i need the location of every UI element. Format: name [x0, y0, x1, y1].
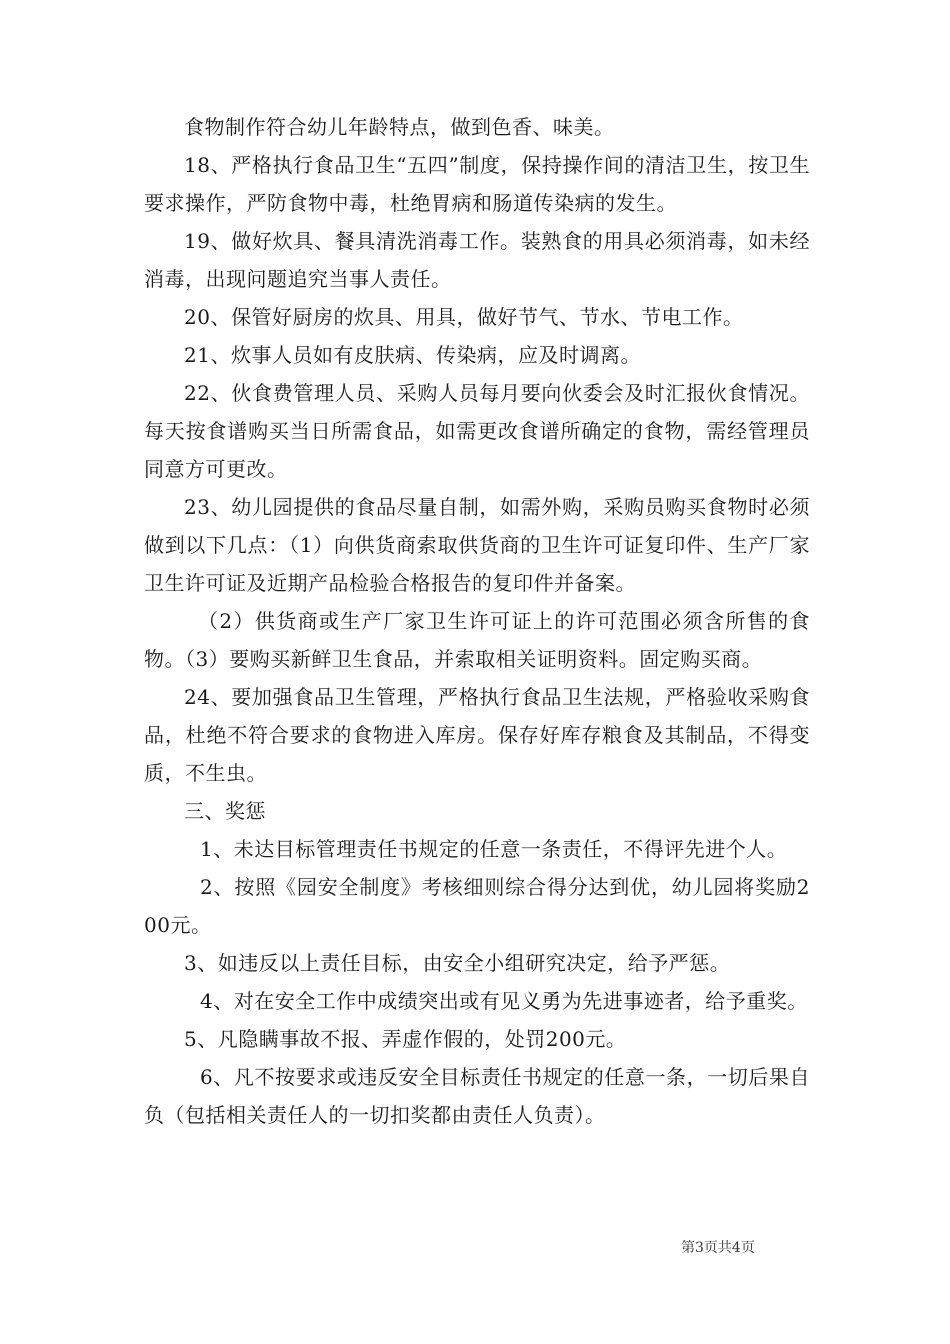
paragraph-item-23: 23、幼儿园提供的食品尽量自制，如需外购，采购员购买食物时必须做到以下几点：（1）向供货商索取供货商的卫生许可证复印件、生产厂家卫生许可证及近期产品检验合格报告的复印件并备案。 — [144, 495, 810, 595]
paragraph-continuation: 食物制作符合幼儿年龄特点，做到色香、味美。 — [184, 115, 615, 139]
paragraph-reward-4: 4、对在安全工作中成绩突出或有见义勇为先进事迹者，给予重奖。 — [200, 989, 808, 1013]
paragraph-reward-3: 3、如违反以上责任目标，由安全小组研究决定，给予严惩。 — [184, 951, 731, 975]
paragraph-item-18: 18、严格执行食品卫生“五四”制度，保持操作间的清洁卫生，按卫生要求操作，严防食物中毒，杜绝胃病和肠道传染病的发生。 — [144, 153, 810, 215]
paragraph-item-19: 19、做好炊具、餐具清洗消毒工作。装熟食的用具必须消毒，如未经消毒，出现问题追究当事人责任。 — [144, 229, 810, 291]
document-body — [144, 108, 810, 1134]
paragraph-item-20: 20、保管好厨房的炊具、用具，做好节气、节水、节电工作。 — [184, 305, 744, 329]
paragraph-item-23-continued: （2）供货商或生产厂家卫生许可证上的许可范围必须含所售的食物。（3）要购买新鲜卫生食品，并索取相关证明资料。固定购买商。 — [144, 609, 810, 671]
paragraph-reward-5: 5、凡隐瞒事故不报、弄虚作假的，处罚200元。 — [184, 1027, 627, 1051]
paragraph-reward-1: 1、未达目标管理责任书规定的任意一条责任，不得评先进个人。 — [200, 837, 788, 861]
paragraph-reward-2: 2、按照《园安全制度》考核细则综合得分达到优，幼儿园将奖励200元。 — [144, 875, 810, 937]
page-number: 第3页共4页 — [681, 1240, 755, 1256]
paragraph-item-21: 21、炊事人员如有皮肤病、传染病，应及时调离。 — [184, 343, 641, 367]
paragraph-item-22: 22、伙食费管理人员、采购人员每月要向伙委会及时汇报伙食情况。每天按食谱购买当日所需食品，如需更改食谱所确定的食物，需经管理员同意方可更改。 — [144, 381, 810, 481]
paragraph-item-24: 24、要加强食品卫生管理，严格执行食品卫生法规，严格验收采购食品，杜绝不符合要求的食物进入库房。保存好库存粮食及其制品，不得变质，不生虫。 — [144, 685, 810, 785]
paragraph-reward-6: 6、凡不按要求或违反安全目标责任书规定的任意一条，一切后果自负（包括相关责任人的一切扣奖都由责任人负责）。 — [144, 1065, 810, 1127]
section-heading-rewards-penalties: 三、奖惩 — [184, 799, 266, 823]
